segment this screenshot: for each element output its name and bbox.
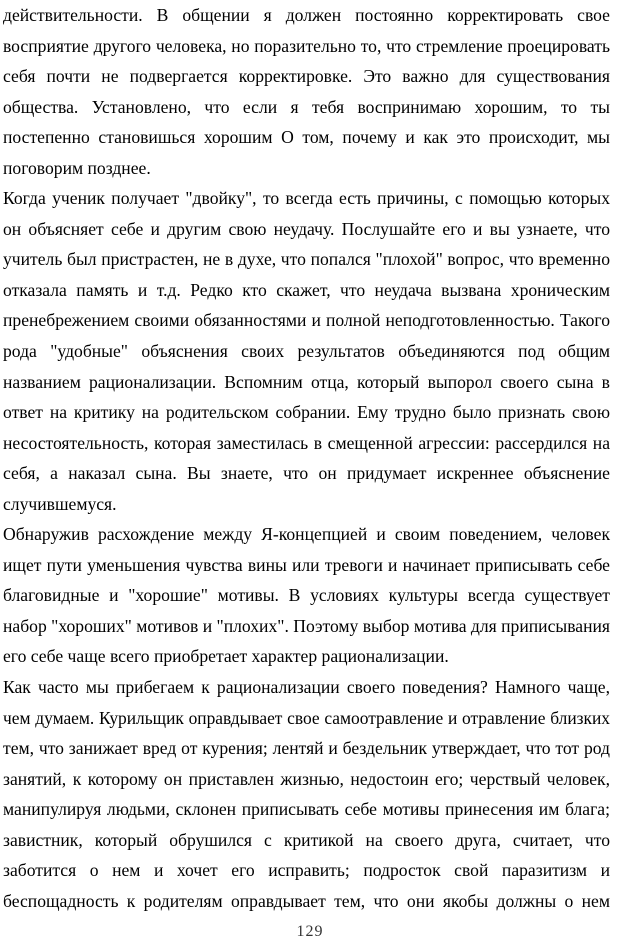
text-line: поговорим позднее. (3, 157, 151, 178)
text-line: отказала память и т.д. Редко кто скажет, что неудача вызвана хроническим (3, 279, 610, 300)
text-line: случившемуся. (3, 493, 117, 514)
text-line: благовидные и "хорошие" мотивы. В условиях культуры всегда существует (3, 585, 610, 606)
text-line: Как часто мы прибегаем к рационализации своего поведения? Намного чаще, (3, 677, 610, 698)
text-line: названием рационализации. Вспомним отца, который выпорол своего сына в (3, 371, 610, 392)
text-line: беспощадность к родителям оправдывает тем, что они якобы должны о нем (3, 890, 610, 911)
text-line: себя, а наказал сына. Вы знаете, что он придумает искреннее объяснение (3, 463, 610, 484)
text-line: занятий, к которому он приставлен жизнью, недостоин его; черствый человек, (3, 768, 610, 789)
text-line: манипулируя людьми, склонен приписывать себе мотивы принесения им блага; (3, 799, 610, 820)
text-line: завистник, который обрушился с критикой на своего друга, считает, что (3, 829, 610, 850)
text-line: несостоятельность, которая заместилась в смещенной агрессии: рассердился на (3, 432, 610, 453)
text-line: ищет пути уменьшения чувства вины или тревоги и начинает приписывать себе (3, 554, 610, 575)
text-line: Обнаружив расхождение между Я-концепцией и своим поведением, человек (3, 524, 610, 545)
text-line: Когда ученик получает "двойку", то всегда есть причины, с помощью которых (3, 188, 610, 209)
text-line: постепенно становишься хорошим О том, почему и как это происходит, мы (3, 127, 610, 148)
text-line: его себе чаще всего приобретает характер рационализации. (3, 646, 449, 667)
text-line: набор "хороших" мотивов и "плохих". Поэтому выбор мотива для приписывания (3, 615, 611, 636)
text-line: себя почти не подвергается корректировке. Это важно для существования (3, 66, 610, 87)
text-line: восприятие другого человека, но поразительно то, что стремление проецировать (3, 35, 610, 56)
body-text (3, 0, 610, 916)
text-line: учитель был пристрастен, не в духе, что попался "плохой" вопрос, что временно (3, 249, 610, 270)
text-line: пренебрежением своими обязанностями и полной неподготовленностью. Такого (3, 310, 610, 331)
text-line: рода "удобные" объяснения своих результатов объединяются под общим (3, 341, 610, 362)
text-line: ответ на критику на родительском собрании. Ему трудно было признать свою (3, 402, 610, 423)
text-line: он объясняет себе и другим свою неудачу. Послушайте его и вы узнаете, что (3, 218, 610, 239)
text-line: действительности. В общении я должен постоянно корректировать свое (3, 5, 610, 25)
text-line: тем, что занижает вред от курения; лентяй и бездельник утверждает, что тот род (3, 738, 610, 759)
text-line: общества. Установлено, что если я тебя воспринимаю хорошим, то ты (3, 96, 610, 117)
text-line: чем думаем. Курильщик оправдывает свое самоотравление и отравление близких (3, 707, 610, 728)
text-line: заботится о нем и хочет его исправить; подросток свой паразитизм и (3, 860, 610, 881)
page-number: 129 (296, 923, 324, 940)
